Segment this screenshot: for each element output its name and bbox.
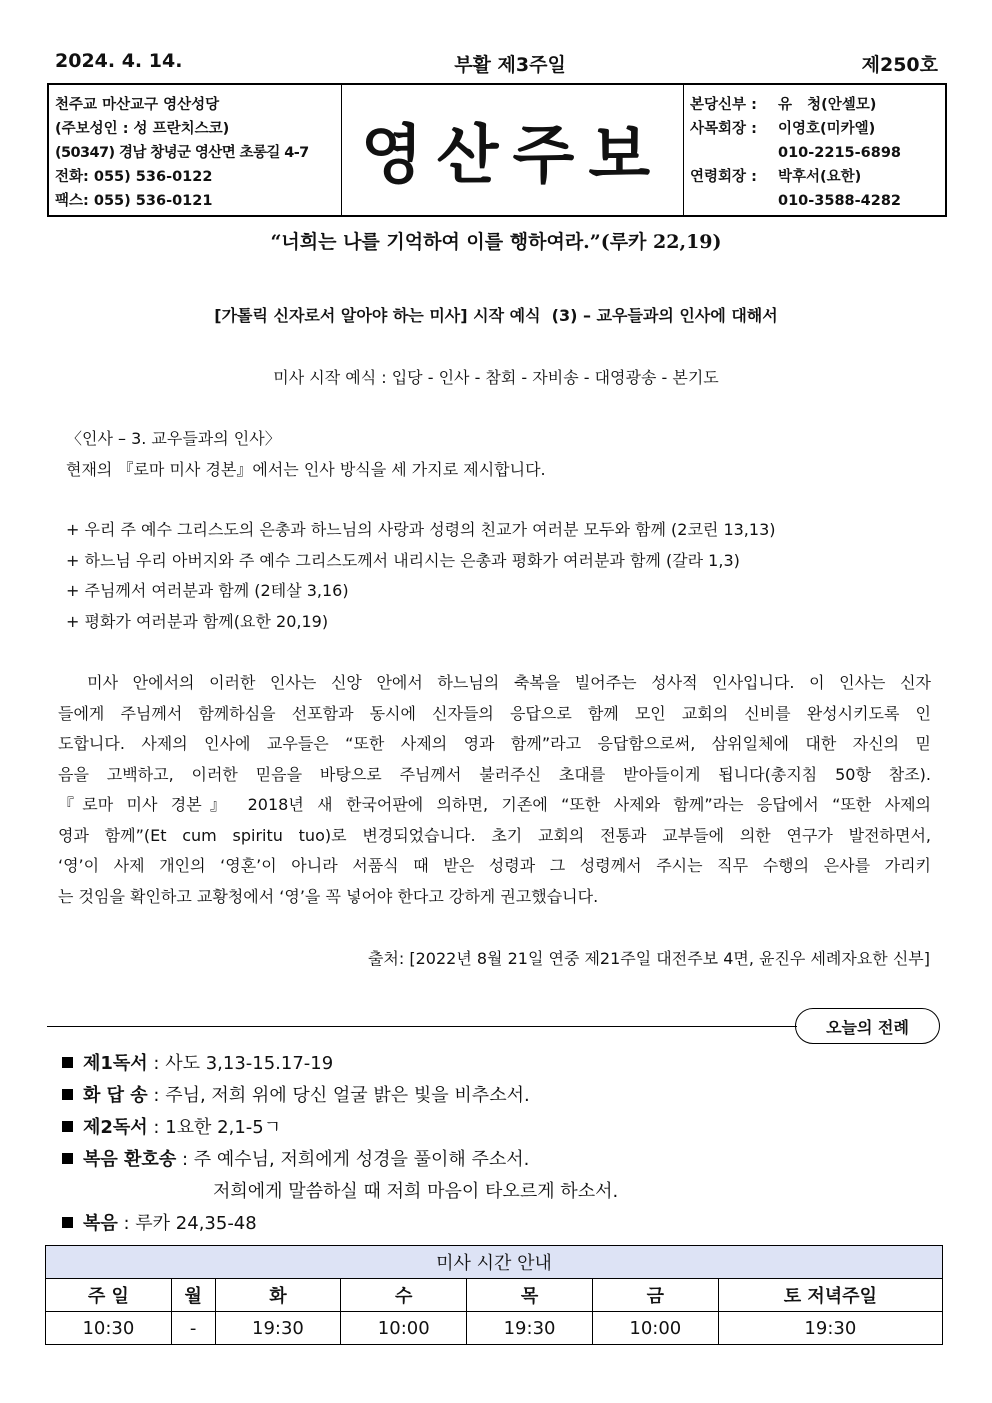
mass-times-table [45,1245,943,1345]
masthead-title: 영산주보 [342,85,684,215]
parish-info [49,85,342,215]
body-line: 는 것임을 확인하고 교황청에서 ‘영’을 꼭 넣어야 한다고 강하게 권고했습니다. [58,886,599,906]
reading-item [62,1049,333,1075]
pastor-name: 유 청(안셀모) [778,97,877,113]
body-line: 도합니다. 사제의 인사에 교우들은 “또한 사제의 영과 함께”라고 응답함으로써, 삼위일체에 대한 자신의 믿 [58,734,931,753]
liturgy-label: 오늘의 전례 [795,1008,940,1044]
day-header: 주 일 [46,1279,172,1312]
reading-label: 복음 [83,1213,118,1234]
parish-name: 천주교 마산교구 영산성당 [55,97,220,113]
greeting-item: + 우리 주 예수 그리스도의 은총과 하느님의 사랑과 성령의 친교가 여러분 모두와 함께 (2코린 13,13) [66,520,776,539]
greeting-item: + 평화가 여러분과 함께(요한 20,19) [66,612,329,631]
body-line: 미사 안에서의 이러한 인사는 신앙 안에서 하느님의 축복을 빌어주는 성사적 인사입니다. 이 인사는 신자 [58,673,931,692]
reading-text: : 주님, 저희 위에 당신 얼굴 밝은 빛을 비추소서. [147,1085,530,1106]
liturgical-week: 부활 제3주일 [454,54,566,76]
day-header: 화 [215,1279,341,1312]
reading-label: 제2독서 [83,1117,148,1138]
greeting-item: + 주님께서 여러분과 함께 (2테살 3,16) [66,581,349,600]
section-heading: 〈인사 – 3. 교우들과의 인사〉 [66,429,281,448]
youth-label: 연령회장 : [690,169,757,185]
reading-label: 제1독서 [83,1053,148,1074]
body-line: 음을 고백하고, 이러한 믿음을 바탕으로 주님께서 불러주신 초대를 받아들이게 됩니다(총지침 50항 참조). [58,764,931,784]
reading-label: 복음 환호송 [83,1149,177,1170]
mass-time: 19:30 [718,1312,942,1345]
reading-text: : 사도 3,13-15.17-19 [147,1053,334,1074]
article-title: [가톨릭 신자로서 알아야 하는 미사] 시작 예식 (3) – 교우들과의 인사에 대해서 [214,306,778,325]
bullet-square-icon [62,1057,73,1068]
reading-text: : 루카 24,35-48 [117,1213,257,1234]
phone: 전화: 055) 536-0122 [55,169,213,185]
issue-date: 2024. 4. 14. [55,50,183,72]
staff-info [684,85,945,215]
body-line: ‘영’이 사제 개인의 ‘영혼’이 아니라 서품식 때 받은 성령과 그 성령께서 주시는 직무 수행의 은사를 가리키 [58,856,931,875]
bullet-square-icon [62,1153,73,1164]
bullet-square-icon [62,1217,73,1228]
mass-time: 10:00 [341,1312,467,1345]
article-source: 출처: [2022년 8월 21일 연중 제21주일 대전주보 4면, 윤진우 세례자요한 신부] [367,949,930,968]
day-header: 금 [592,1279,718,1312]
reading-item [62,1113,281,1139]
scripture-quote: “너희는 나를 기억하여 이를 행하여라.”(루카 22,19) [270,231,722,253]
reading-text: : 주 예수님, 저희에게 성경을 풀이해 주소서. [176,1149,530,1170]
day-header: 토 저녁주일 [718,1279,942,1312]
council-label: 사목회장 : [690,121,757,137]
youth-name: 박후서(요한) [778,169,862,185]
mass-time: 19:30 [215,1312,341,1345]
reading-item [62,1081,530,1107]
day-header: 수 [341,1279,467,1312]
reading-continuation: 저희에게 말씀하실 때 저희 마음이 타오르게 하소서. [213,1181,619,1202]
mass-times-title: 미사 시간 안내 [46,1246,943,1279]
patron-saint: (주보성인 : 성 프란치스코) [55,121,230,137]
issue-number: 제250호 [861,54,938,76]
body-line: 들에게 주님께서 함께하심을 선포함과 동시에 신자들의 응답으로 함께 모인 교회의 신비를 완성시키도록 인 [58,703,931,723]
pastor-label: 본당신부 : [690,97,757,113]
reading-item [62,1209,257,1235]
masthead-box [47,83,947,217]
reading-item [62,1145,529,1171]
youth-phone: 010-3588-4282 [778,193,902,209]
fax: 팩스: 055) 536-0121 [55,193,213,209]
greeting-item: + 하느님 우리 아버지와 주 예수 그리스도께서 내리시는 은총과 평화가 여러분과 함께 (갈라 1,3) [66,551,740,570]
section-divider [47,1026,797,1027]
mass-time: - [171,1312,215,1345]
mass-time: 19:30 [467,1312,593,1345]
mass-time: 10:30 [46,1312,172,1345]
day-header: 목 [467,1279,593,1312]
bullet-square-icon [62,1089,73,1100]
body-line: 영과 함께”(Et cum spiritu tuo)로 변경되었습니다. 초기 교회의 전통과 교부들에 의한 연구가 발전하면서, [58,825,931,845]
day-header: 월 [171,1279,215,1312]
section-intro: 현재의 『로마 미사 경본』에서는 인사 방식을 세 가지로 제시합니다. [66,460,546,479]
council-phone: 010-2215-6898 [778,145,902,161]
council-name: 이영호(미카엘) [778,121,876,137]
reading-label: 화 답 송 [83,1085,148,1106]
body-line: 『로마 미사 경본』 2018년 새 한국어판에 의하면, 기존에 “또한 사제와 함께”라는 응답에서 “또한 사제의 [58,795,931,814]
mass-order: 미사 시작 예식 : 입당 - 인사 - 참회 - 자비송 - 대영광송 - 본기도 [273,368,719,387]
mass-time: 10:00 [592,1312,718,1345]
reading-text: : 1요한 2,1-5ㄱ [147,1117,282,1138]
bullet-square-icon [62,1121,73,1132]
address: (50347) 경남 창녕군 영산면 초롱길 4-7 [55,145,309,161]
